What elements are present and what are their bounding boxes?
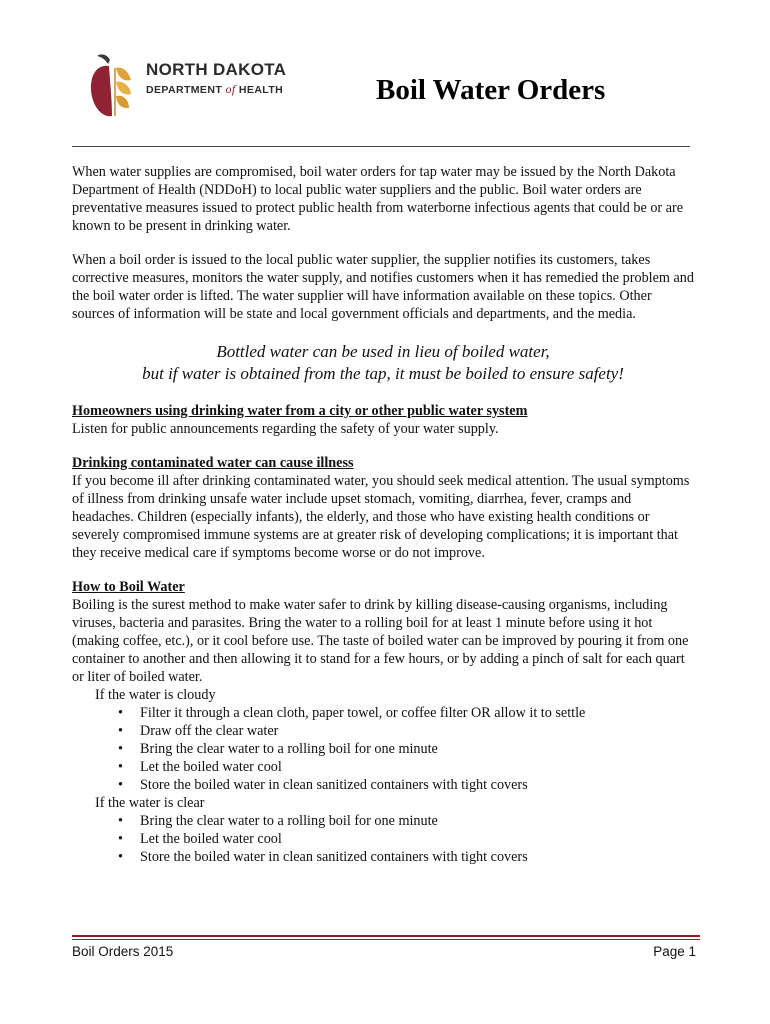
page-number: Page 1 bbox=[653, 944, 696, 959]
footer-divider-thin bbox=[72, 939, 700, 940]
list-item: • Draw off the clear water bbox=[72, 722, 694, 740]
footer-divider-thick bbox=[72, 935, 700, 937]
homeowners-body: Listen for public announcements regarding the safety of your water supply. bbox=[72, 421, 499, 437]
logo-org-name: NORTH DAKOTA bbox=[146, 60, 287, 79]
document-body bbox=[72, 163, 694, 866]
callout-line-2: but if water is obtained from the tap, it must be boiled to ensure safety! bbox=[142, 364, 624, 383]
apple-wheat-icon bbox=[88, 52, 138, 124]
intro-paragraph-2: When a boil order is issued to the local public water supplier, the supplier notifies its customers, takes corrective measures, monitors the water supply, and notifies customers when it has remedied the problem and the boil water order is lifted. The water supplier will have information available on these topics. Other sources of information will be state and local government officials and departments, and the media. bbox=[72, 252, 694, 322]
cloudy-steps-list bbox=[72, 704, 694, 794]
illness-body: If you become ill after drinking contaminated water, you should seek medical attention. The usual symptoms of illness from drinking unsafe water include upset stomach, vomiting, diarrhea, fever, cramps and headaches. Children (especially infants), the elderly, and those who have existing health conditions or severely compromised immune systems are at greater risk of developing complications; it is important that they receive medical care if symptoms become worse or do not improve. bbox=[72, 473, 690, 561]
how-to-boil-heading: How to Boil Water bbox=[72, 579, 185, 595]
list-item: • Let the boiled water cool bbox=[72, 758, 694, 776]
page-title: Boil Water Orders bbox=[376, 74, 606, 106]
list-item: • Bring the clear water to a rolling boil for one minute bbox=[72, 740, 694, 758]
cloudy-label: If the water is cloudy bbox=[95, 687, 216, 703]
footer-doc-label: Boil Orders 2015 bbox=[72, 944, 174, 959]
list-item: • Bring the clear water to a rolling boil for one minute bbox=[72, 812, 694, 830]
intro-paragraph-1: When water supplies are compromised, boil water orders for tap water may be issued by the North Dakota Department of Health (NDDoH) to local public water suppliers and the public. Boil water orders are preventative measures issued to protect public health from waterborne infectious agents that could be or are known to be present in drinking water. bbox=[72, 164, 684, 234]
how-to-boil-body: Boiling is the surest method to make water safer to drink by killing disease-causing organisms, including viruses, bacteria and parasites. Bring the water to a rolling boil for at least 1 minute before using it hot (making coffee, etc.), or it cool before use. The taste of boiled water can be improved by pouring it from one container to another and then allowing it to stand for a few hours, or by adding a pinch of salt for each quart or liter of boiled water. bbox=[72, 597, 689, 685]
callout-line-1: Bottled water can be used in lieu of boiled water, bbox=[216, 342, 550, 361]
list-item: • Store the boiled water in clean sanitized containers with tight covers bbox=[72, 776, 694, 794]
list-item: • Store the boiled water in clean sanitized containers with tight covers bbox=[72, 848, 694, 866]
list-item: • Let the boiled water cool bbox=[72, 830, 694, 848]
header-divider bbox=[72, 146, 690, 147]
nd-health-logo bbox=[88, 52, 288, 124]
clear-steps-list bbox=[72, 812, 694, 866]
illness-heading: Drinking contaminated water can cause illness bbox=[72, 455, 354, 471]
clear-label: If the water is clear bbox=[95, 795, 205, 811]
homeowners-heading: Homeowners using drinking water from a city or other public water system bbox=[72, 403, 528, 419]
logo-department: DEPARTMENT of HEALTH bbox=[146, 82, 284, 96]
list-item: • Filter it through a clean cloth, paper towel, or coffee filter OR allow it to settle bbox=[72, 704, 694, 722]
